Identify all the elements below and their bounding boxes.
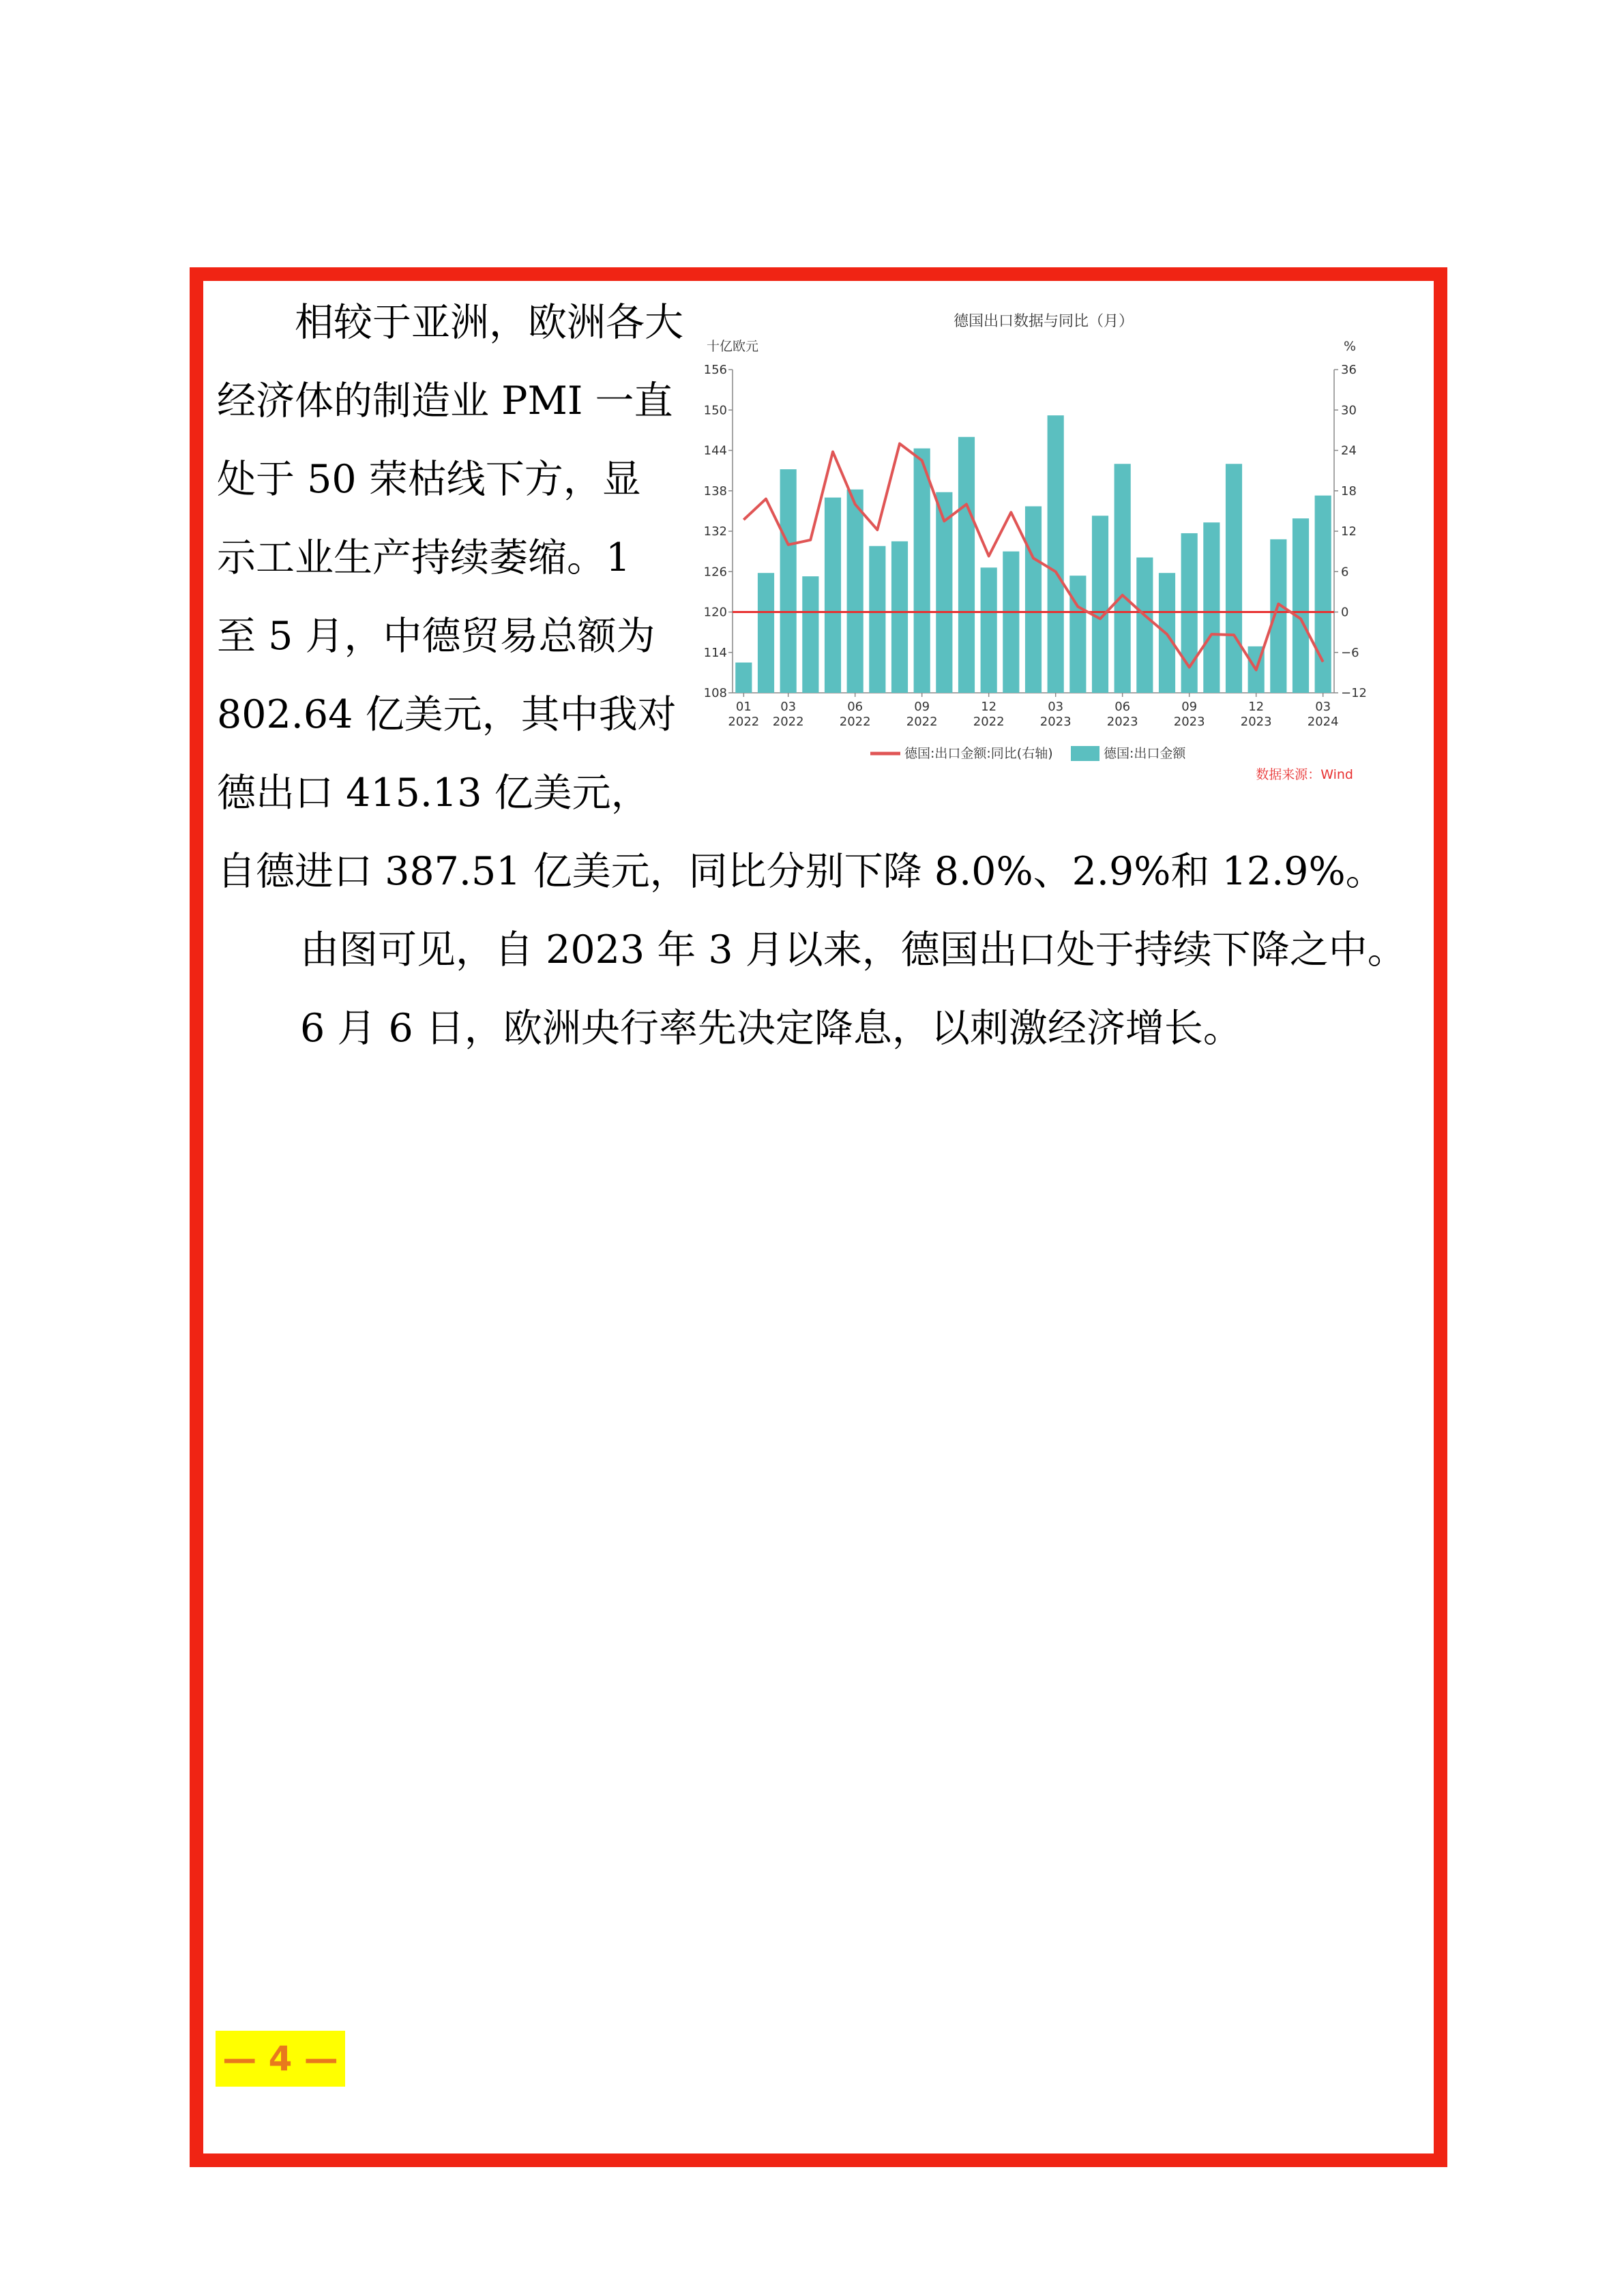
left-tick-label: 150 [703,403,727,418]
x-tick-month: 12 [981,700,997,714]
legend-line-label: 德国:出口金额:同比(右轴) [904,746,1053,761]
export-amount-bar [1025,506,1042,693]
right-tick-label: 30 [1341,403,1357,418]
x-tick-year: 2022 [839,715,871,729]
x-tick-month: 03 [1048,700,1064,714]
left-axis-unit: 十亿欧元 [707,339,759,354]
x-tick-year: 2022 [906,715,938,729]
x-tick-month: 06 [847,700,863,714]
x-tick-month: 09 [914,700,930,714]
left-tick-label: 108 [703,686,727,700]
left-tick-label: 126 [703,565,727,580]
left-tick-label: 132 [703,524,727,539]
paragraph-line: 802.64 亿美元，其中我对 [217,692,677,737]
x-tick-month: 01 [735,700,752,714]
x-tick-month: 03 [780,700,797,714]
export-amount-bar [1136,558,1153,693]
paragraph-line: 经济体的制造业 PMI 一直 [217,378,673,423]
right-tick-label: 12 [1341,524,1357,539]
paragraph-3: 6 月 6 日，欧洲央行率先决定降息，以刺激经济增长。 [300,1006,1242,1051]
left-tick-label: 138 [703,483,727,498]
x-tick-year: 2023 [1106,715,1138,729]
paragraph-line: 德出口 415.13 亿美元， [217,771,650,816]
export-amount-bar [1092,516,1108,693]
export-amount-bar [1203,522,1220,693]
export-amount-bar [802,576,818,693]
x-tick-year: 2023 [1039,715,1072,729]
export-amount-bar [758,573,774,693]
export-amount-bar [1270,539,1286,693]
paragraph-line: 示工业生产持续萎缩。1 [217,535,631,580]
x-tick-month: 09 [1181,700,1198,714]
export-amount-bar [914,449,930,693]
paragraph-line: 至 5 月，中德贸易总额为 [217,614,655,659]
paragraph-line: 相较于亚洲，欧洲各大 [217,300,683,345]
x-tick-year: 2022 [728,715,760,729]
export-amount-bar [869,546,885,693]
page-number: — 4 — [216,2031,345,2087]
legend-bar-swatch [1071,746,1099,761]
paragraph-1-tail: 自德进口 387.51 亿美元，同比分别下降 8.0%、2.9%和 12.9%。 [217,849,1385,894]
export-amount-bar [891,541,908,693]
export-amount-bar [1293,518,1309,693]
export-amount-bar [780,469,797,693]
x-tick-month: 06 [1114,700,1131,714]
germany-export-chart [703,300,1385,791]
export-amount-bar [1069,576,1086,693]
export-amount-bar [1226,464,1242,693]
export-amount-bar [735,663,752,693]
legend-bar-label: 德国:出口金额 [1104,746,1186,761]
data-source: 数据来源：Wind [1256,767,1353,782]
export-amount-bar [958,437,975,693]
left-tick-label: 144 [703,443,727,458]
x-tick-year: 2023 [1173,715,1205,729]
right-tick-label: 24 [1341,443,1357,458]
right-tick-label: 36 [1341,363,1357,377]
right-tick-label: 0 [1341,605,1349,620]
right-tick-label: −12 [1341,686,1367,700]
chart-title: 德国出口数据与同比（月） [953,313,1134,330]
chart-svg [703,300,1385,791]
export-amount-bar [1003,552,1019,693]
paragraph-line: 处于 50 荣枯线下方，显 [217,457,641,502]
export-amount-bar [1048,415,1064,693]
right-axis-unit: % [1344,339,1357,354]
x-tick-year: 2022 [772,715,804,729]
export-amount-bar [981,567,997,693]
paragraph-1-wrapped [217,284,694,833]
export-amount-bar [847,490,863,693]
right-tick-label: 18 [1341,483,1357,498]
export-amount-bar [1114,464,1131,693]
x-tick-year: 2023 [1240,715,1272,729]
left-tick-label: 156 [703,363,727,377]
right-tick-label: −6 [1341,645,1359,660]
export-amount-bar [825,498,841,693]
right-tick-label: 6 [1341,565,1349,580]
left-tick-label: 114 [703,645,727,660]
x-tick-month: 12 [1248,700,1265,714]
x-tick-year: 2024 [1307,715,1339,729]
x-tick-month: 03 [1315,700,1331,714]
paragraph-2: 由图可见，自 2023 年 3 月以来，德国出口处于持续下降之中。 [300,927,1406,972]
left-tick-label: 120 [703,605,727,620]
x-tick-year: 2022 [973,715,1005,729]
export-amount-bar [1315,496,1331,693]
